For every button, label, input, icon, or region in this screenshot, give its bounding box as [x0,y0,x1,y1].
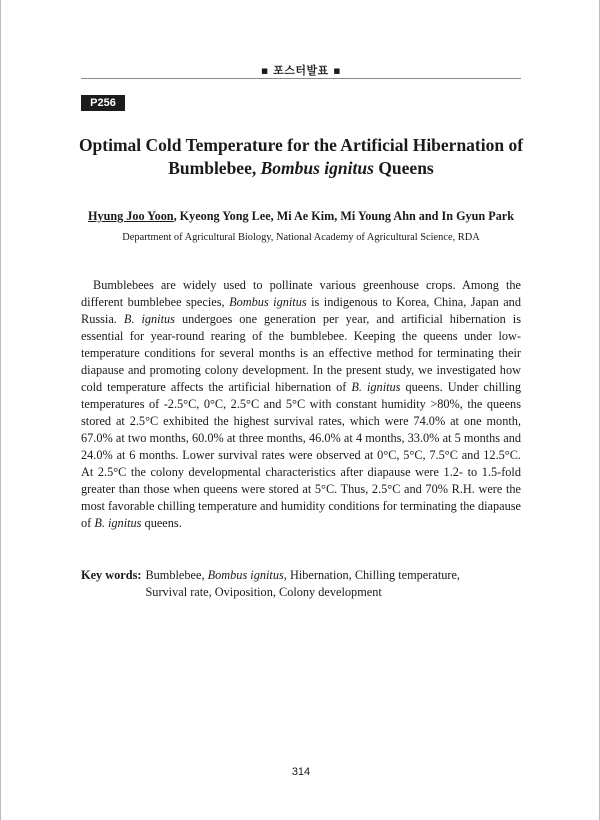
abstract-species-1: Bombus ignitus [229,295,307,309]
abstract-species-4: B. ignitus [94,516,142,530]
keyword-text-b: Hibernation, Chilling temperature, [286,568,461,582]
keywords-line-2: Survival rate, Oviposition, Colony development [145,585,382,599]
abstract-paragraph [81,277,521,532]
paper-title [61,134,541,180]
page-number: 314 [291,766,311,778]
poster-code-badge: P256 [81,95,125,111]
abstract-body [81,277,521,532]
keywords-block [81,567,521,601]
header-divider [81,78,521,79]
title-species-name: Bombus ignitus [260,158,374,178]
keyword-species: Bombus ignitus, [207,568,287,582]
author-list [61,208,541,224]
abstract-species-3: B. ignitus [351,380,401,394]
abstract-text-2: is indigenous to Korea, China, Japan and Russia. [81,295,521,326]
keyword-text-a: Bumblebee, [145,568,208,582]
abstract-text-5: queens. [141,516,182,530]
title-line-1: Optimal Cold Temperature for the Artificial Hibernation of [78,135,524,155]
keywords-line-1 [145,567,521,584]
abstract-text-3: undergoes one generation per year, and artificial hibernation is essential for year-round rearing of the bumblebee. Keeping the queens under low-temperature conditions for several months is an effective method for terminating their diapause and promoting colony development. In the present study, we investigated how cold temperature affects the artificial hibernation of [81,312,521,394]
presenting-author: Hyung Joo Yoon [88,209,174,223]
abstract-text-1: Bumblebees are widely used to pollinate various greenhouse crops. Among the different bumblebee species, [81,278,521,309]
abstract-text-4: queens. Under chilling temperatures of -2.5°C, 0°C, 2.5°C and 5°C with constant humidity >80%, the queens stored at 2.5°C exhibited the highest survival rates, which were 74.0% at one month, 67.0% at two months, 60.0% at three months, 46.0% at 4 months, 33.0% at 5 months and 24.0% at 6 months. Lower survival rates were observed at 0°C, 5°C, 7.5°C and 12.5°C. At 2.5°C the colony developmental characteristics after diapause were 1.2- to 1.5-fold greater than those when queens were stored at 5°C. Thus, 2.5°C and 70% R.H. were the most favorable chilling temperature and humidity conditions for terminating the diapause of [81,380,522,530]
co-authors: , Kyeong Yong Lee, Mi Ae Kim, Mi Young Ahn and In Gyun Park [173,209,514,223]
abstract-species-2: B. ignitus [123,312,175,326]
section-header: ▪ 포스터발표 ▪ [260,64,342,77]
keywords-list [145,567,521,601]
title-line-2 [61,157,541,180]
title-line-2-suffix: Queens [373,158,434,178]
keywords-label: Key words: [81,568,142,582]
title-line-2-prefix: Bumblebee, [168,158,261,178]
author-affiliation: Department of Agricultural Biology, National Academy of Agricultural Science, RDA [122,232,480,243]
